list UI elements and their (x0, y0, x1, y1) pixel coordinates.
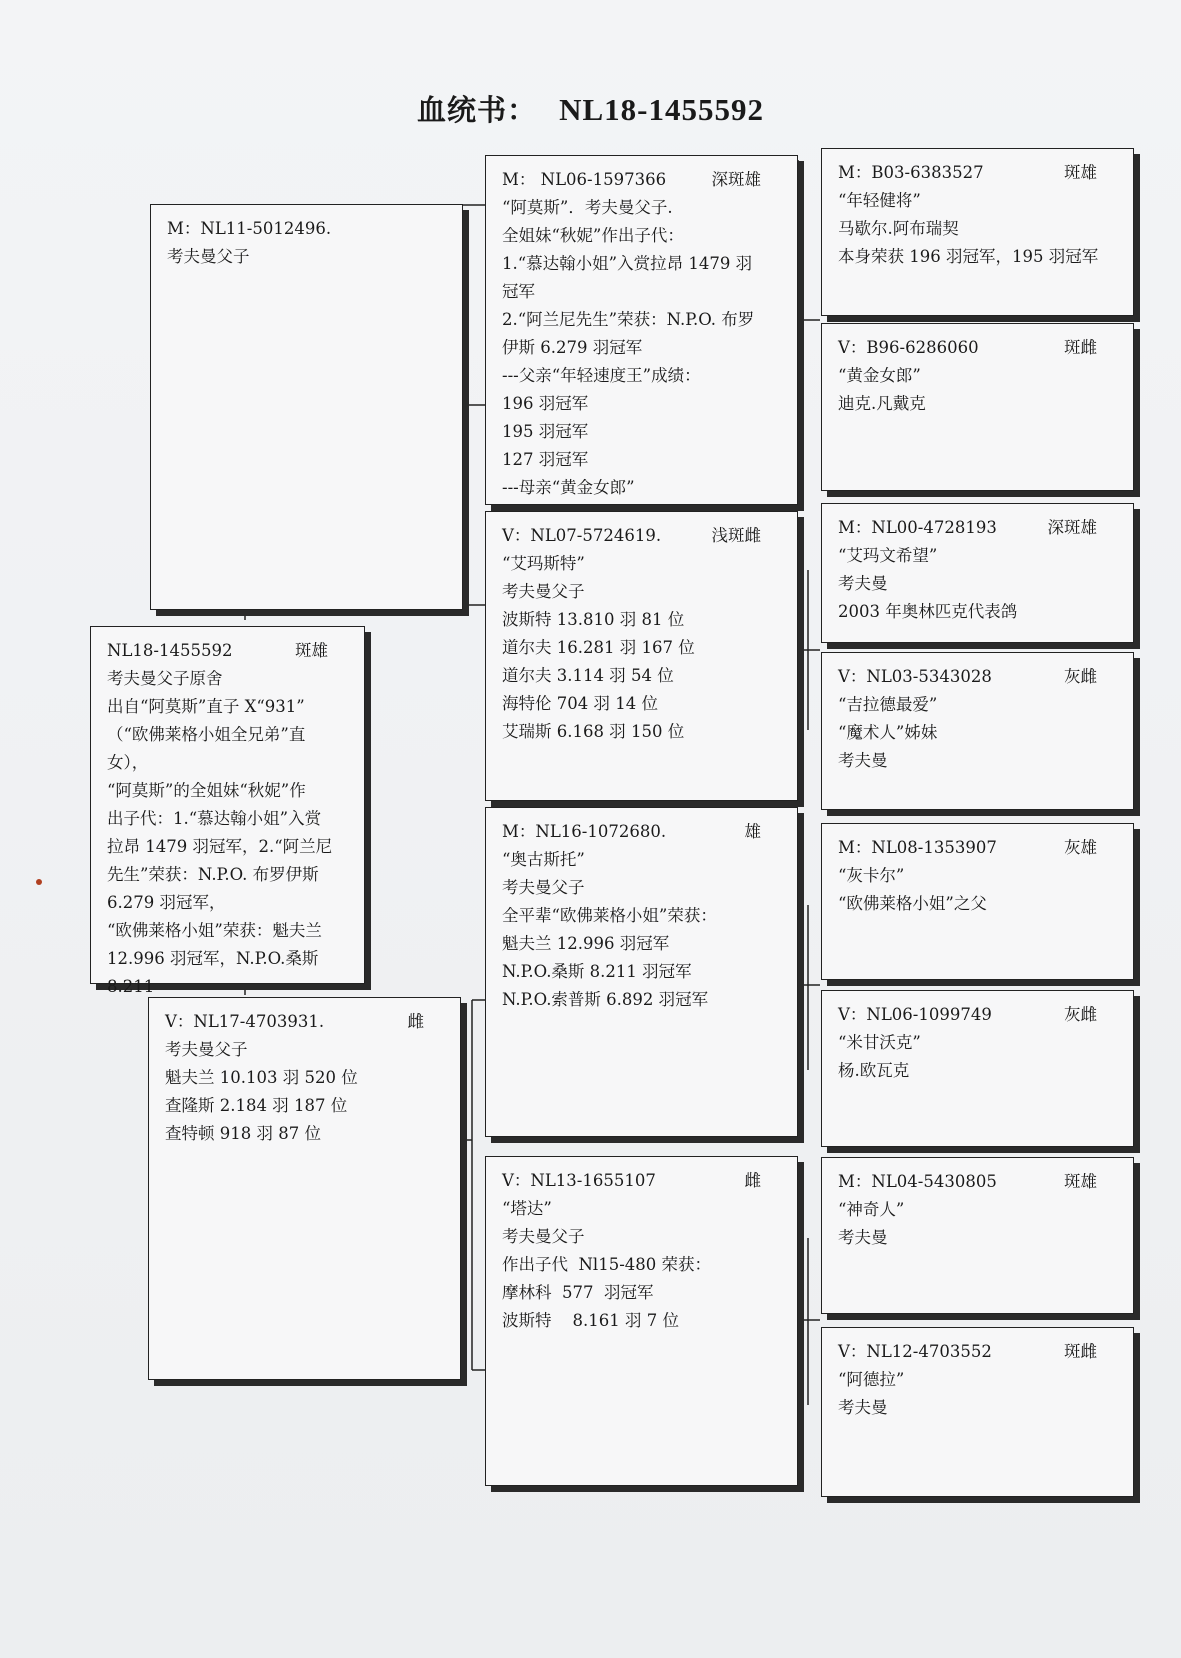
pedigree-line: （“欧佛莱格小姐全兄弟”直 (107, 725, 306, 744)
ggp-box-8 (821, 1327, 1134, 1497)
color-sex-tag: 灰雄 (1064, 838, 1097, 857)
pedigree-line: 道尔夫 3.114 羽 54 位 (502, 666, 674, 685)
pedigree-line: 1.“慕达翰小姐”入赏拉昂 1479 羽 (502, 254, 753, 273)
pedigree-line: 考夫曼父子 (165, 1040, 248, 1059)
color-sex-tag: 灰雌 (1064, 1005, 1097, 1024)
pedigree-line: “艾玛斯特” (502, 554, 585, 573)
pedigree-line: 考夫曼父子 (502, 1227, 585, 1246)
ink-speck (36, 879, 42, 885)
ring-number: V：NL06-1099749 (838, 1005, 992, 1024)
ring-number: V：NL13-1655107 (502, 1171, 656, 1190)
pedigree-line: “灰卡尔” (838, 866, 905, 885)
ggp-box-6 (821, 990, 1134, 1147)
pedigree-line: ---父亲“年轻速度王”成绩： (502, 366, 701, 385)
pedigree-line: 考夫曼 (838, 1228, 888, 1247)
pedigree-line: 拉昂 1479 羽冠军，2.“阿兰尼 (107, 837, 333, 856)
ring-number: V：NL17-4703931. (165, 1012, 325, 1031)
pedigree-line: 6.279 羽冠军， (107, 893, 226, 912)
ring-number: V：NL03-5343028 (838, 667, 992, 686)
pedigree-line: “吉拉德最爱” (838, 695, 938, 714)
pedigree-header (165, 1008, 446, 1036)
page-title (0, 88, 1181, 129)
pedigree-line: “阿德拉” (838, 1370, 905, 1389)
ring-number: V：B96-6286060 (838, 338, 979, 357)
pedigree-line: “魔术人”姊妹 (838, 723, 938, 742)
pedigree-line: 道尔夫 16.281 羽 167 位 (502, 638, 695, 657)
pedigree-header (838, 663, 1119, 691)
ring-number: V：NL12-4703552 (838, 1342, 992, 1361)
pedigree-line: “神奇人” (838, 1200, 905, 1219)
ring-number: M：NL16-1072680. (502, 822, 667, 841)
pedigree-line: 女）， (107, 753, 149, 772)
pedigree-header (838, 159, 1119, 187)
pedigree-line: 考夫曼 (838, 751, 888, 770)
color-sex-tag: 雌 (407, 1012, 424, 1031)
pedigree-line: 波斯特 13.810 羽 81 位 (502, 610, 685, 629)
ring-number: M：NL04-5430805 (838, 1172, 997, 1191)
pedigree-line: “奥古斯托” (502, 850, 585, 869)
pedigree-line: “欧佛莱格小姐”之父 (838, 894, 987, 913)
pedigree-header (107, 637, 350, 665)
pedigree-line: 艾瑞斯 6.168 羽 150 位 (502, 722, 685, 741)
pedigree-header (502, 818, 783, 846)
pedigree-line: 2.“阿兰尼先生”荣获：N.P.O. 布罗 (502, 310, 755, 329)
pedigree-line: N.P.O.索普斯 6.892 羽冠军 (502, 990, 709, 1009)
pedigree-line: 杨.欧瓦克 (838, 1061, 910, 1080)
color-sex-tag: 雌 (744, 1171, 761, 1190)
pedigree-header (838, 1001, 1119, 1029)
pedigree-line: 195 羽冠军 (502, 422, 589, 441)
title-label: 血统书： (417, 93, 538, 127)
pedigree-line: 查特顿 918 羽 87 位 (165, 1124, 321, 1143)
pedigree-header (838, 1338, 1119, 1366)
dam-box (148, 997, 461, 1380)
pedigree-line: 出自“阿莫斯”直子 X“931” (107, 697, 305, 716)
pedigree-line: 127 羽冠军 (502, 450, 589, 469)
pedigree-header (502, 1167, 783, 1195)
ggp-box-2 (821, 323, 1134, 491)
pedigree-line: 2003 年奥林匹克代表鸽 (838, 602, 1018, 621)
pedigree-line: “阿莫斯”的全姐妹“秋妮”作 (107, 781, 306, 800)
pedigree-line: 迪克.凡戴克 (838, 394, 926, 413)
dam-sire-box (485, 807, 798, 1137)
pedigree-line: 196 羽冠军 (502, 394, 589, 413)
pedigree-line: 出子代：1.“慕达翰小姐”入赏 (107, 809, 322, 828)
ring-number: V：NL07-5724619. (502, 526, 662, 545)
ggp-box-3 (821, 503, 1134, 643)
color-sex-tag: 斑雄 (1064, 163, 1097, 182)
color-sex-tag: 深斑雄 (711, 170, 761, 189)
pedigree-line: 冠军 (502, 282, 535, 301)
pedigree-line: 波斯特 8.161 羽 7 位 (502, 1311, 679, 1330)
pedigree-line: 考夫曼 (838, 574, 888, 593)
pedigree-line: 本身荣获 196 羽冠军，195 羽冠军 (838, 247, 1099, 266)
pedigree-header (838, 834, 1119, 862)
color-sex-tag: 深斑雄 (1047, 518, 1097, 537)
ring-number: M：NL00-4728193 (838, 518, 997, 537)
ring-number: M：B03-6383527 (838, 163, 984, 182)
ggp-box-4 (821, 652, 1134, 810)
pedigree-line: 魁夫兰 12.996 羽冠军 (502, 934, 670, 953)
pedigree-line: “欧佛莱格小姐”荣获：魁夫兰 (107, 921, 322, 940)
pedigree-header (838, 334, 1119, 362)
dam-dam-box (485, 1156, 798, 1486)
pedigree-line: ---母亲“黄金女郎” (502, 478, 635, 497)
pedigree-line: 全姐妹“秋妮”作出子代： (502, 226, 684, 245)
pedigree-line: 先生”荣获：N.P.O. 布罗伊斯 (107, 865, 319, 884)
pedigree-line: 12.996 羽冠军，N.P.O.桑斯 8.211 (107, 949, 324, 996)
pedigree-line: 摩林科 577 羽冠军 (502, 1283, 654, 1302)
color-sex-tag: 斑雄 (1064, 1172, 1097, 1191)
color-sex-tag: 斑雌 (1064, 1342, 1097, 1361)
pedigree-line: “年轻健将” (838, 191, 921, 210)
pedigree-line: 海特伦 704 羽 14 位 (502, 694, 658, 713)
pedigree-line: “米甘沃克” (838, 1033, 921, 1052)
pedigree-header (502, 522, 783, 550)
pedigree-line: 考夫曼 (838, 1398, 888, 1417)
pedigree-line: N.P.O.桑斯 8.211 羽冠军 (502, 962, 692, 981)
ggp-box-7 (821, 1157, 1134, 1314)
ggp-box-1 (821, 148, 1134, 316)
ring-number: M： NL06-1597366 (502, 170, 667, 189)
pedigree-line: “塔达” (502, 1199, 552, 1218)
sire-dam-box (485, 511, 798, 801)
pedigree-line: 马歇尔.阿布瑞契 (838, 219, 959, 238)
pedigree-line: 全平辈“欧佛莱格小姐”荣获： (502, 906, 717, 925)
title-ring-number: NL18-1455592 (559, 92, 764, 127)
pedigree-header (502, 166, 783, 194)
color-sex-tag: 雄 (744, 822, 761, 841)
pedigree-line: 魁夫兰 10.103 羽 520 位 (165, 1068, 358, 1087)
color-sex-tag: 浅斑雌 (711, 526, 761, 545)
pedigree-line: 考夫曼父子 (167, 247, 250, 266)
ring-number: NL18-1455592 (107, 641, 233, 660)
pedigree-line: 考夫曼父子 (502, 582, 585, 601)
sire-box (150, 204, 463, 610)
pedigree-line: “艾玛文希望” (838, 546, 938, 565)
pedigree-header (838, 514, 1119, 542)
color-sex-tag: 灰雌 (1064, 667, 1097, 686)
color-sex-tag: 斑雄 (295, 641, 328, 660)
ring-number: M：NL08-1353907 (838, 838, 997, 857)
subject-box (90, 626, 365, 996)
pedigree-line: 作出子代 Nl15-480 荣获： (502, 1255, 712, 1274)
ring-number: M：NL11-5012496. (167, 219, 332, 238)
pedigree-line: 考夫曼父子原舍 (107, 669, 223, 688)
pedigree-line: “阿莫斯”．考夫曼父子. (502, 198, 673, 217)
ggp-box-5 (821, 823, 1134, 980)
color-sex-tag: 斑雌 (1064, 338, 1097, 357)
pedigree-line: “黄金女郎” (838, 366, 921, 385)
pedigree-line: 查隆斯 2.184 羽 187 位 (165, 1096, 348, 1115)
pedigree-header (838, 1168, 1119, 1196)
pedigree-header (167, 215, 448, 243)
sire-sire-box (485, 155, 798, 505)
pedigree-line: 考夫曼父子 (502, 878, 585, 897)
pedigree-line: 伊斯 6.279 羽冠军 (502, 338, 643, 357)
